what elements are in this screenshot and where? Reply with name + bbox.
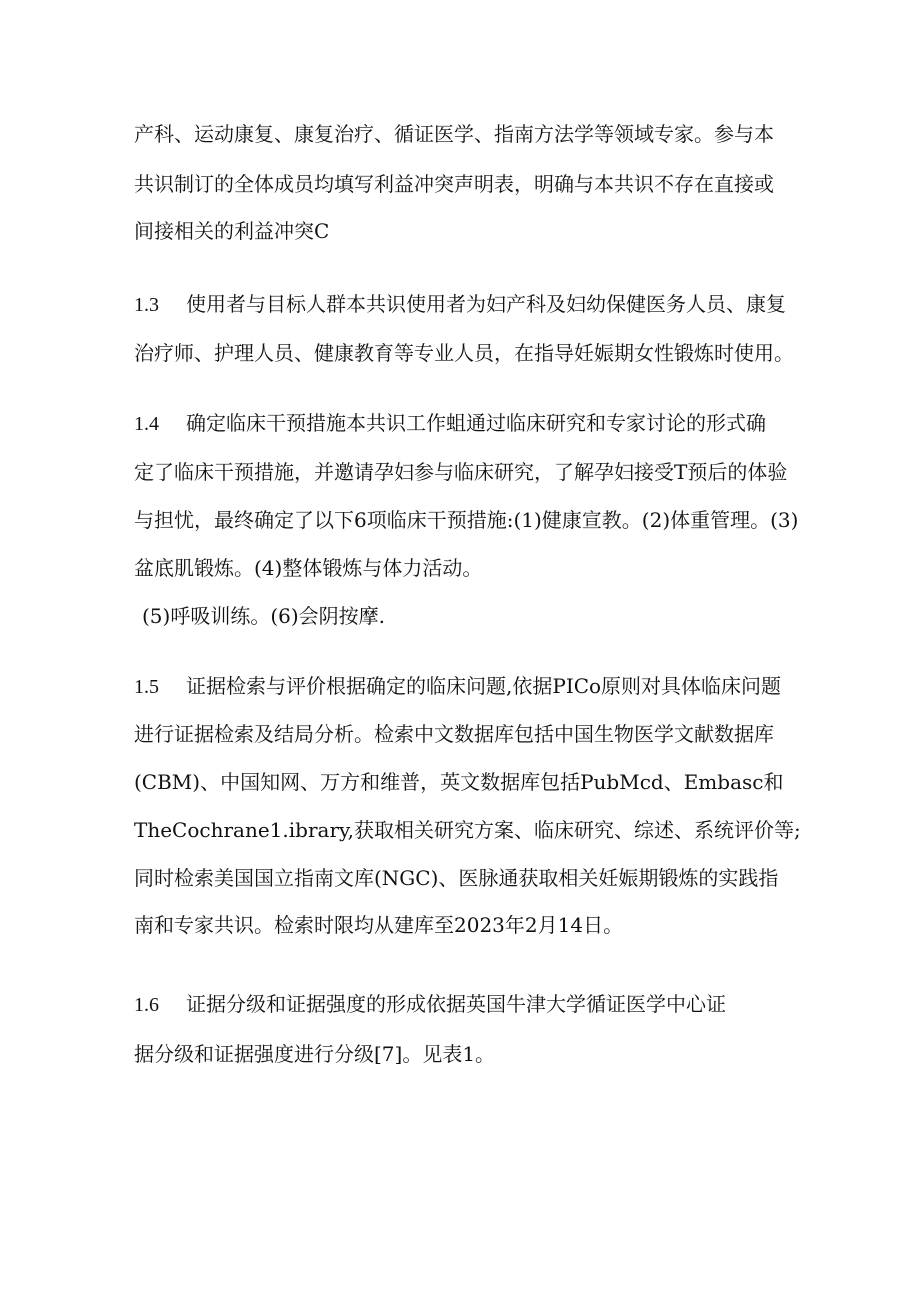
section-first-line — [134, 676, 781, 697]
paragraph-line: 同时检索美国国立指南文库(NGC)、医脉通获取相关妊娠期锻炼的实践指 — [134, 866, 779, 890]
paragraph-line: (CBM)、中国知网、万方和维普，英文数据库包括PubMcd、Embasc和 — [134, 770, 784, 794]
section-number: 1.6 — [134, 994, 159, 1016]
paragraph-line: 南和专家共识。检索时限均从建库至2023年2月14日。 — [134, 913, 624, 937]
paragraph-line: 证据检索与评价根据确定的临床问题,依据PICo原则对具体临床问题 — [186, 674, 782, 698]
paragraph-line: 据分级和证据强度进行分级[7]。见表1。 — [134, 1042, 496, 1066]
section-number: 1.5 — [134, 676, 159, 698]
paragraph-line: (5)呼吸训练。(6)会阴按摩. — [142, 604, 386, 628]
section-number: 1.3 — [134, 294, 159, 316]
paragraph-line: 间接相关的利益冲突C — [134, 219, 330, 243]
paragraph-line: 使用者与目标人群本共识使用者为妇产科及妇幼保健医务人员、康复 — [186, 292, 786, 316]
section-first-line — [134, 294, 786, 315]
section-first-line — [134, 994, 726, 1015]
paragraph-line: 盆底肌锻炼。(4)整体锻炼与体力活动。 — [134, 556, 483, 580]
paragraph-line: 共识制订的全体成员均填写利益冲突声明表，明确与本共识不存在直接或 — [134, 172, 774, 196]
section-number: 1.4 — [134, 413, 159, 435]
paragraph-line: TheCochrane1.ibrary,获取相关研究方案、临床研究、综述、系统评价等; — [134, 818, 801, 842]
section-first-line — [134, 413, 766, 434]
paragraph-line: 治疗师、护理人员、健康教育等专业人员，在指导妊娠期女性锻炼时使用。 — [134, 341, 794, 365]
paragraph-line: 定了临床干预措施，并邀请孕妇参与临床研究，了解孕妇接受T预后的体验 — [134, 460, 788, 484]
paragraph-line: 产科、运动康复、康复治疗、循证医学、指南方法学等领域专家。参与本 — [134, 122, 774, 146]
paragraph-line: 与担忧，最终确定了以下6项临床干预措施:(1)健康宣教。(2)体重管理。(3) — [134, 508, 799, 532]
paragraph-line: 进行证据检索及结局分析。检索中文数据库包括中国生物医学文献数据库 — [134, 722, 774, 746]
paragraph-line: 确定临床干预措施本共识工作蛆通过临床研究和专家讨论的形式确 — [186, 411, 766, 435]
paragraph-line: 证据分级和证据强度的形成依据英国牛津大学循证医学中心证 — [186, 992, 726, 1016]
